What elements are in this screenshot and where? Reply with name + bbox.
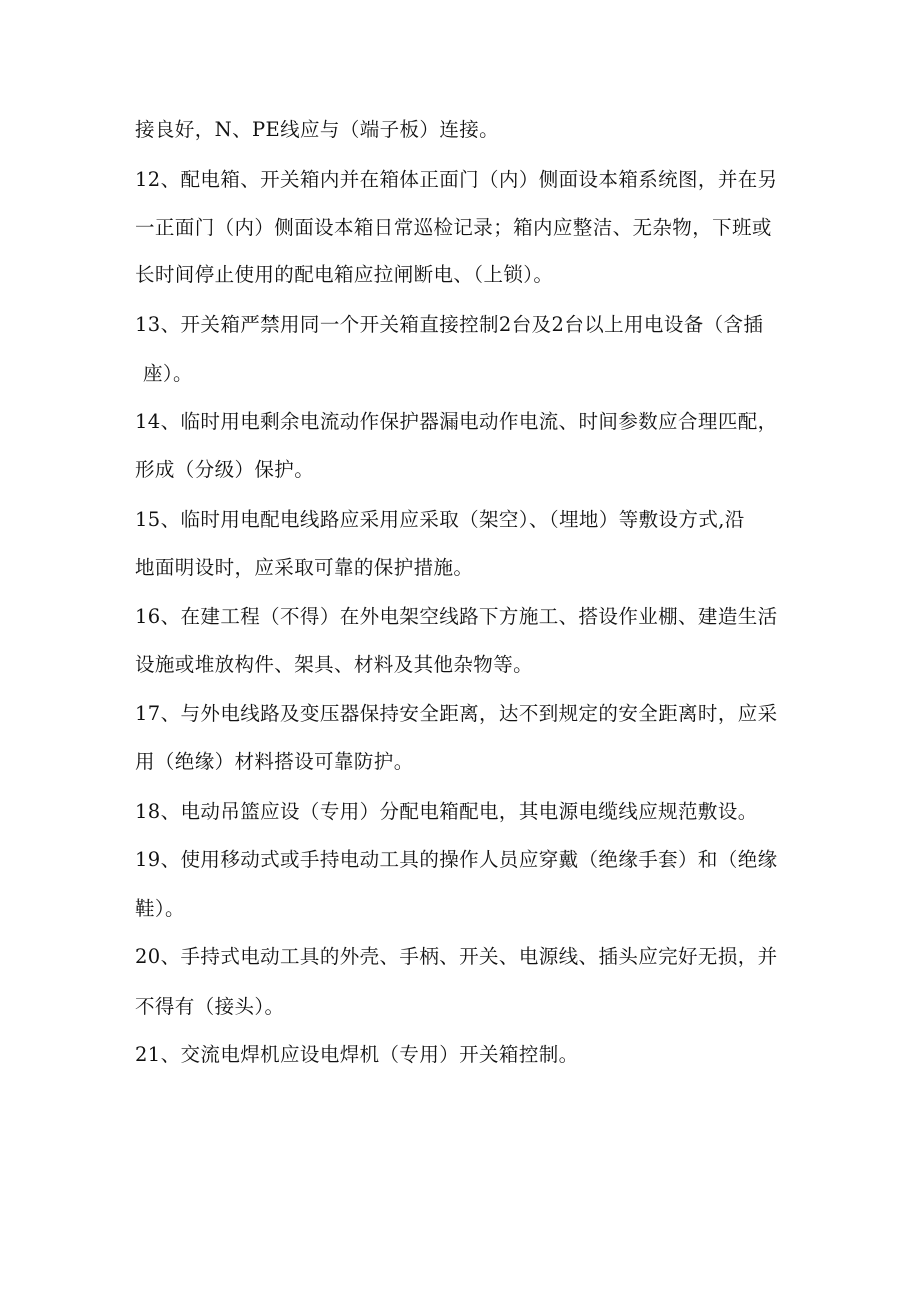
text-line: 12、配电箱、开关箱内并在箱体正面门（内）侧面设本箱系统图，并在另: [135, 168, 778, 191]
text-line: 形成（分级）保护。: [135, 458, 315, 481]
text-line: 座）。: [143, 362, 193, 385]
text-line: 18、电动吊篮应设（专用）分配电箱配电，其电源电缆线应规范敷设。: [135, 800, 758, 823]
text-line: 16、在建工程（不得）在外电架空线路下方施工、搭设作业棚、建造生活: [135, 605, 778, 628]
text-line: 不得有（接头）。: [135, 995, 285, 1018]
text-line: 用（绝缘）材料搭设可靠防护。: [135, 750, 414, 773]
text-line: 14、临时用电剩余电流动作保护器漏电动作电流、时间参数应合理匹配，: [135, 410, 778, 433]
text-line: 长时间停止使用的配电箱应拉闸断电、（上锁）。: [135, 263, 554, 286]
text-line: 地面明设时，应采取可靠的保护措施。: [135, 556, 474, 579]
text-line: 19、使用移动式或手持电动工具的操作人员应穿戴（绝缘手套）和（绝缘: [135, 848, 778, 871]
text-line: 20、手持式电动工具的外壳、手柄、开关、电源线、插头应完好无损，并: [135, 945, 778, 968]
text-line: 一正面门（内）侧面设本箱日常巡检记录；箱内应整洁、无杂物，下班或: [135, 216, 772, 239]
text-line: 设施或堆放构件、架具、材料及其他杂物等。: [135, 653, 534, 676]
text-line: 17、与外电线路及变压器保持安全距离，达不到规定的安全距离时，应采: [135, 702, 778, 725]
text-line: 15、临时用电配电线路应采用应采取（架空）、（埋地）等敷设方式,沿: [135, 508, 745, 531]
text-line: 21、交流电焊机应设电焊机（专用）开关箱控制。: [135, 1043, 579, 1066]
text-line: 鞋）。: [135, 897, 185, 920]
text-line: 接良好，N、PE线应与（端子板）连接。: [135, 118, 500, 141]
text-line: 13、开关箱严禁用同一个开关箱直接控制2台及2台以上用电设备（含插: [135, 313, 764, 336]
